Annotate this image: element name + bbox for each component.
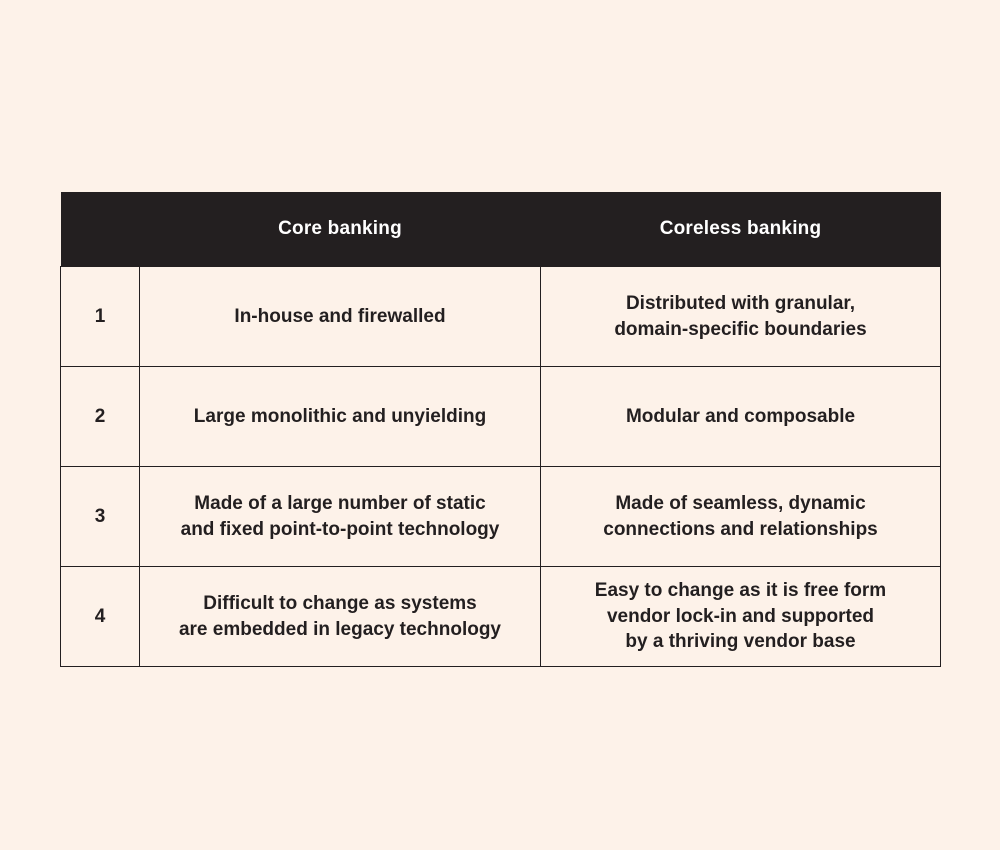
table-header-row — [61, 192, 941, 267]
table-row — [61, 267, 941, 367]
column-header-core-banking: Core banking — [278, 218, 402, 239]
cell-text-line: connections and relationships — [603, 518, 878, 540]
cell-core-banking — [140, 567, 541, 667]
comparison-table-container — [60, 192, 940, 667]
row-index: 2 — [61, 367, 140, 467]
cell-text-line: Made of seamless, dynamic — [615, 492, 866, 514]
cell-text-line: Modular and composable — [625, 405, 856, 427]
table-row — [61, 567, 941, 667]
comparison-table — [60, 192, 941, 667]
cell-coreless-banking — [541, 567, 941, 667]
cell-core-banking — [140, 367, 541, 467]
table-body — [61, 267, 941, 667]
row-index: 3 — [61, 467, 140, 567]
cell-text-line: In-house and firewalled — [234, 305, 446, 327]
row-index: 1 — [61, 267, 140, 367]
row-index: 4 — [61, 567, 140, 667]
cell-text-line: Easy to change as it is free form — [594, 580, 887, 602]
table-header — [61, 192, 941, 267]
cell-text-line: and fixed point-to-point technology — [180, 518, 500, 540]
cell-text-line: domain-specific boundaries — [614, 318, 867, 340]
cell-text-line: Made of a large number of static — [194, 492, 486, 514]
table-row — [61, 467, 941, 567]
cell-core-banking — [140, 267, 541, 367]
cell-text-line: by a thriving vendor base — [625, 631, 856, 653]
cell-text-line: vendor lock-in and supported — [606, 605, 875, 627]
cell-coreless-banking — [541, 267, 941, 367]
cell-text-line: Large monolithic and unyielding — [193, 405, 487, 427]
cell-text-line: Difficult to change as systems — [203, 592, 477, 614]
cell-text-line: Distributed with granular, — [625, 292, 856, 314]
cell-core-banking — [140, 467, 541, 567]
cell-text-line: are embedded in legacy technology — [178, 618, 502, 640]
column-header-index — [61, 192, 140, 267]
cell-coreless-banking — [541, 467, 941, 567]
cell-coreless-banking — [541, 367, 941, 467]
table-row — [61, 367, 941, 467]
column-header-coreless-banking: Coreless banking — [659, 218, 822, 239]
